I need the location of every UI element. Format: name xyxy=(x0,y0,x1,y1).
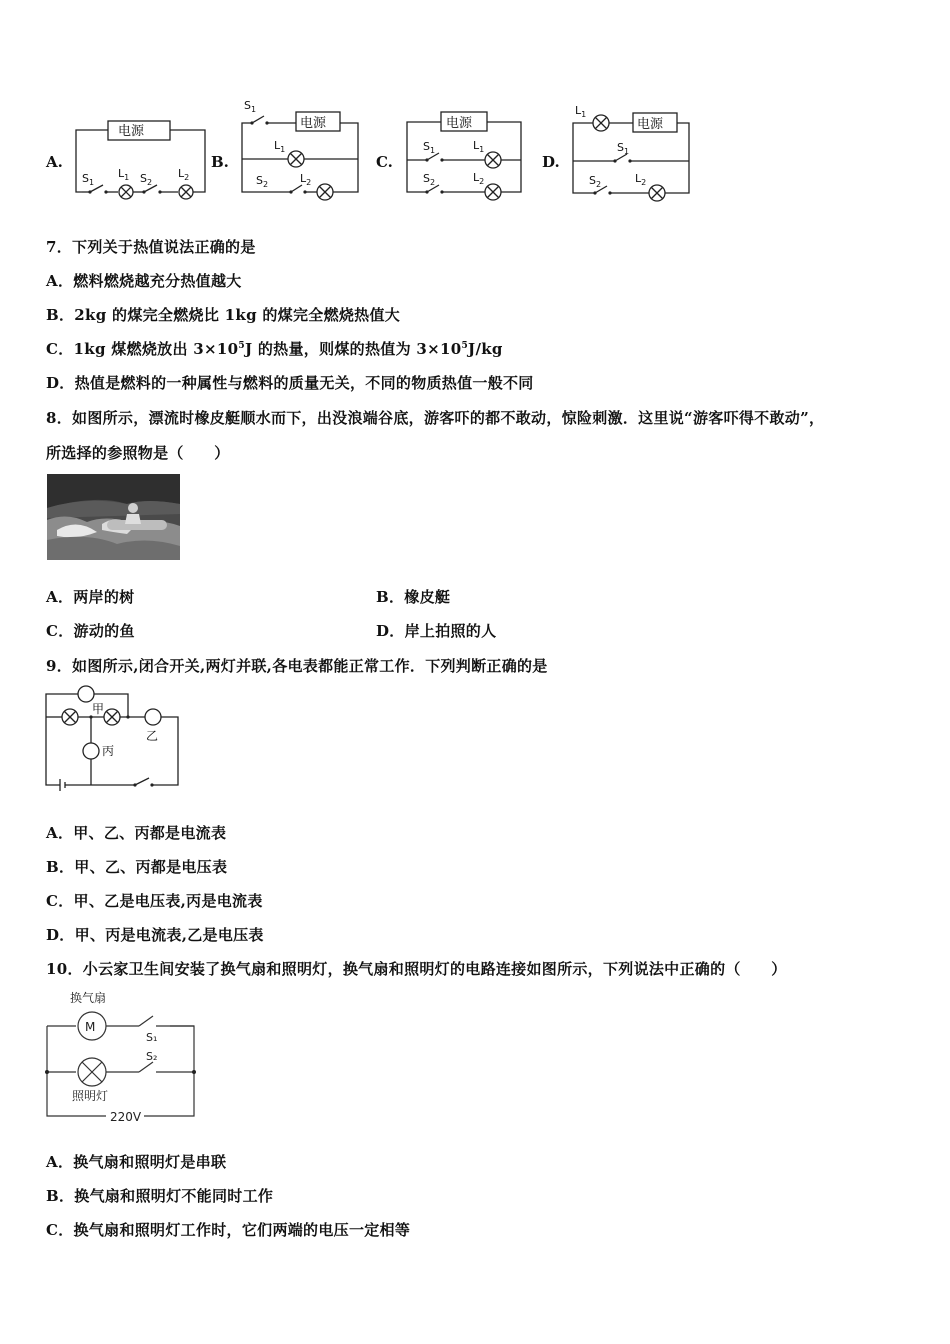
rafting-photo xyxy=(47,474,180,560)
q6c-power-label: 电源 xyxy=(446,116,473,131)
q6a-power-label: 电源 xyxy=(118,124,145,139)
q6a-l1-label: $L_1$ xyxy=(118,167,130,182)
q9-stem: 9．如图所示,闭合开关,两灯并联,各电表都能正常工作．下列判断正确的是 xyxy=(46,657,548,675)
q9-option-a: A．甲、乙、丙都是电流表 xyxy=(46,824,227,842)
lamp-label: 照明灯 xyxy=(72,1089,109,1103)
q6d-power-label: 电源 xyxy=(637,117,664,132)
q8-option-c: C．游动的鱼 xyxy=(46,622,135,640)
q6-option-d-label: D. xyxy=(542,153,560,171)
q6c-s1-label: $S_1$ xyxy=(423,140,436,155)
q8-stem-line1: 8．如图所示，漂流时橡皮艇顺水而下，出没浪端谷底，游客吓的都不敢动，惊险刺激．这里说“游客吓得不敢动”， xyxy=(46,409,825,427)
fan-label: 换气扇 xyxy=(70,991,107,1005)
q6a-s2-label: $S_2$ xyxy=(140,172,153,187)
q7-stem: 7．下列关于热值说法正确的是 xyxy=(46,238,256,256)
q10-s1-label: S₁ xyxy=(146,1031,158,1044)
rafting-photo-drawing xyxy=(47,474,180,560)
q6b-l2-label: $L_2$ xyxy=(300,172,312,187)
q6a-s1-label: $S_1$ xyxy=(82,172,95,187)
q9-jia-label: 甲 xyxy=(92,702,105,716)
q8-stem-line2: 所选择的参照物是（ ） xyxy=(46,444,230,462)
q8-option-a: A．两岸的树 xyxy=(46,588,135,606)
q7-option-c: C．1kg 煤燃烧放出 $3\times 10^5J$ 的热量，则煤的热值为 $3\times 10^5J/kg$ xyxy=(46,340,503,358)
q10-circuit xyxy=(40,988,210,1128)
q6-circuit-c xyxy=(401,105,531,205)
q6-option-a-label: A. xyxy=(46,153,63,171)
q6d-l2-label: $L_2$ xyxy=(635,172,647,187)
q7-option-a: A．燃料燃烧越充分热值越大 xyxy=(46,272,242,290)
q6b-power-label: 电源 xyxy=(300,116,327,131)
q8-option-b: B．橡皮艇 xyxy=(376,588,451,606)
q10-stem: 10．小云家卫生间安装了换气扇和照明灯，换气扇和照明灯的电路连接如图所示，下列说法中正确的（ ） xyxy=(46,960,787,978)
q6-option-c-label: C. xyxy=(376,153,393,171)
q6d-s2-label: $S_2$ xyxy=(589,174,602,189)
q6c-l1-label: $L_1$ xyxy=(473,139,485,154)
q9-bing-label: 丙 xyxy=(102,744,115,758)
q6-circuit-a xyxy=(70,112,215,207)
q10-option-c: C．换气扇和照明灯工作时，它们两端的电压一定相等 xyxy=(46,1221,411,1239)
q6-circuit-d xyxy=(567,100,697,205)
q6c-s2-label: $S_2$ xyxy=(423,172,436,187)
q6d-s1-label: $S_1$ xyxy=(617,141,630,156)
q10-option-a: A．换气扇和照明灯是串联 xyxy=(46,1153,227,1171)
q6b-s1-label: $S_1$ xyxy=(244,99,257,114)
q9-circuit xyxy=(40,682,190,792)
q9-yi-label: 乙 xyxy=(146,729,159,743)
q6b-l1-label: $L_1$ xyxy=(274,139,286,154)
q6-circuit-b xyxy=(236,97,366,205)
q10-option-b: B．换气扇和照明灯不能同时工作 xyxy=(46,1187,274,1205)
q6c-l2-label: $L_2$ xyxy=(473,171,485,186)
q6-option-b-label: B. xyxy=(211,153,229,171)
q7-option-b: B．2kg 的煤完全燃烧比 1kg 的煤完全燃烧热值大 xyxy=(46,306,401,324)
q7-option-d: D．热值是燃料的一种属性与燃料的质量无关，不同的物质热值一般不同 xyxy=(46,374,534,392)
q8-option-d: D．岸上拍照的人 xyxy=(376,622,497,640)
voltage-label: 220V xyxy=(110,1110,142,1124)
q6a-l2-label: $L_2$ xyxy=(178,167,190,182)
q6d-l1-label: $L_1$ xyxy=(575,104,587,119)
q10-s2-label: S₂ xyxy=(146,1050,158,1063)
q9-option-b: B．甲、乙、丙都是电压表 xyxy=(46,858,228,876)
q9-option-c: C．甲、乙是电压表,丙是电流表 xyxy=(46,892,263,910)
q6b-s2-label: $S_2$ xyxy=(256,174,269,189)
q9-option-d: D．甲、丙是电流表,乙是电压表 xyxy=(46,926,264,944)
motor-symbol: M xyxy=(85,1020,96,1034)
